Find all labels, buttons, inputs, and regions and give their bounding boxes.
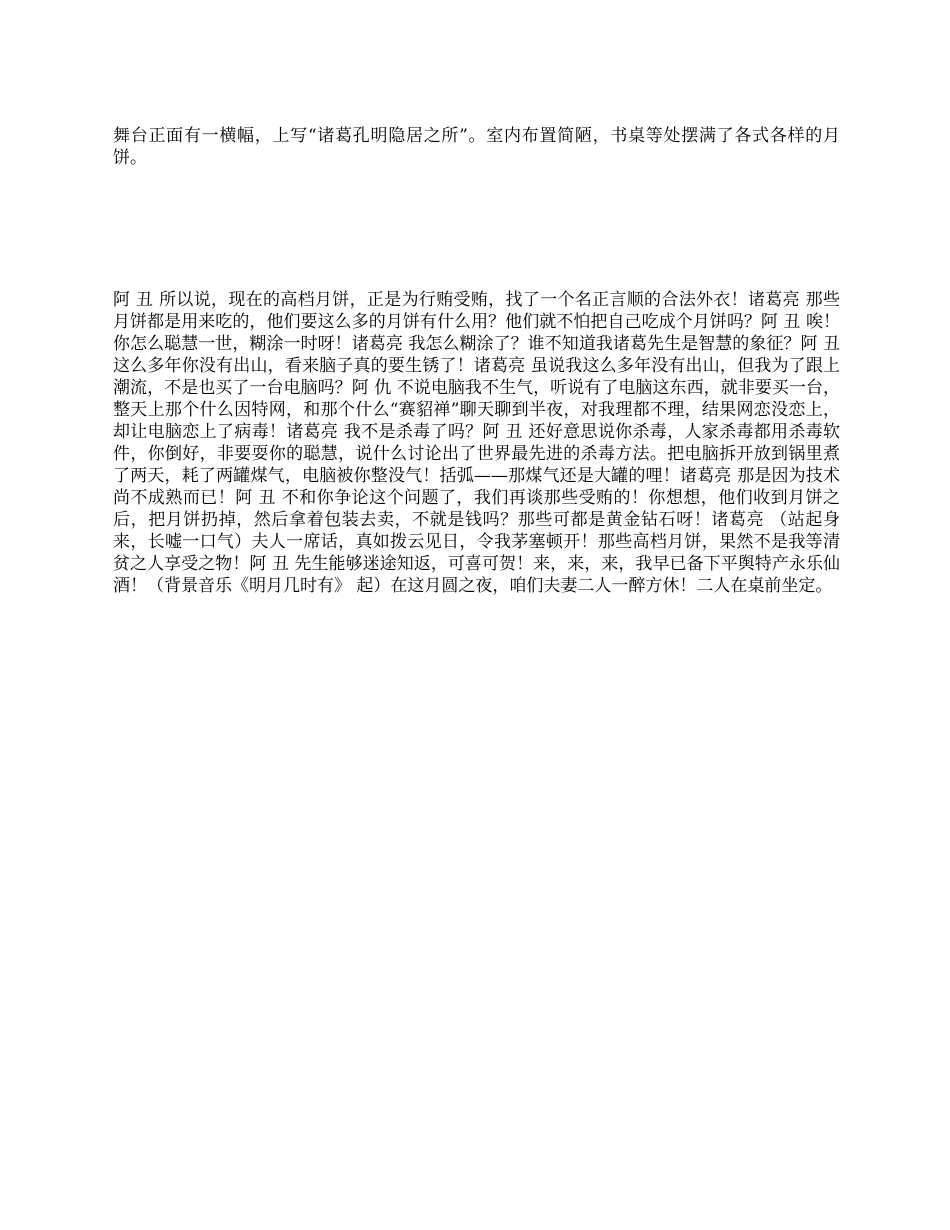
dialogue-paragraph: 阿 丑 所以说，现在的高档月饼，正是为行贿受贿，找了一个名正言顺的合法外衣！诸葛亮 那些月饼都是用来吃的，他们要这么多的月饼有什么用？他们就不怕把自己吃成个月饼吗？阿 丑 唉！你怎么聪慧一世，糊涂一时呀！诸葛亮 我怎么糊涂了？谁不知道我诸葛先生是智慧的象征？阿 丑 这么多年你没有出山，看来脑子真的要生锈了！诸葛亮 虽说我这么多年没有出山，但我为了跟上潮流，不是也买了一台电脑吗？阿 仇 不说电脑我不生气，听说有了电脑这东西，就非要买一台，整天上那个什么因特网，和那个什么“赛貂禅”聊天聊到半夜，对我理都不理，结果网恋没恋上，却让电脑恋上了病毒！诸葛亮 我不是杀毒了吗？阿 丑 还好意思说你杀毒，人家杀毒都用杀毒软件，你倒好，非要耍你的聪慧，说什么讨论出了世界最先进的杀毒方法。把电脑拆开放到锅里煮了两天，耗了两罐煤气，电脑被你整没气！括弧——那煤气还是大罐的哩！诸葛亮 那是因为技术尚不成熟而已！阿 丑 不和你争论这个问题了，我们再谈那些受贿的！你想想，他们收到月饼之后，把月饼扔掉，然后拿着包装去卖，不就是钱吗？那些可都是黄金钻石呀！诸葛亮 （站起身来，长嘘一口气）夫人一席话，真如拨云见日，令我茅塞顿开！那些高档月饼，果然不是我等清贫之人享受之物！阿 丑 先生能够迷途知返，可喜可贺！来，来，来，我早已备下平舆特产永乐仙酒！（背景音乐《明月几时有》 起）在这月圆之夜，咱们夫妻二人一醉方休！二人在桌前坐定。 (113, 290, 840, 596)
stage-direction-paragraph: 舞台正面有一横幅，上写“诸葛孔明隐居之所”。室内布置简陋，书桌等处摆满了各式各样的月饼。 (113, 126, 840, 168)
